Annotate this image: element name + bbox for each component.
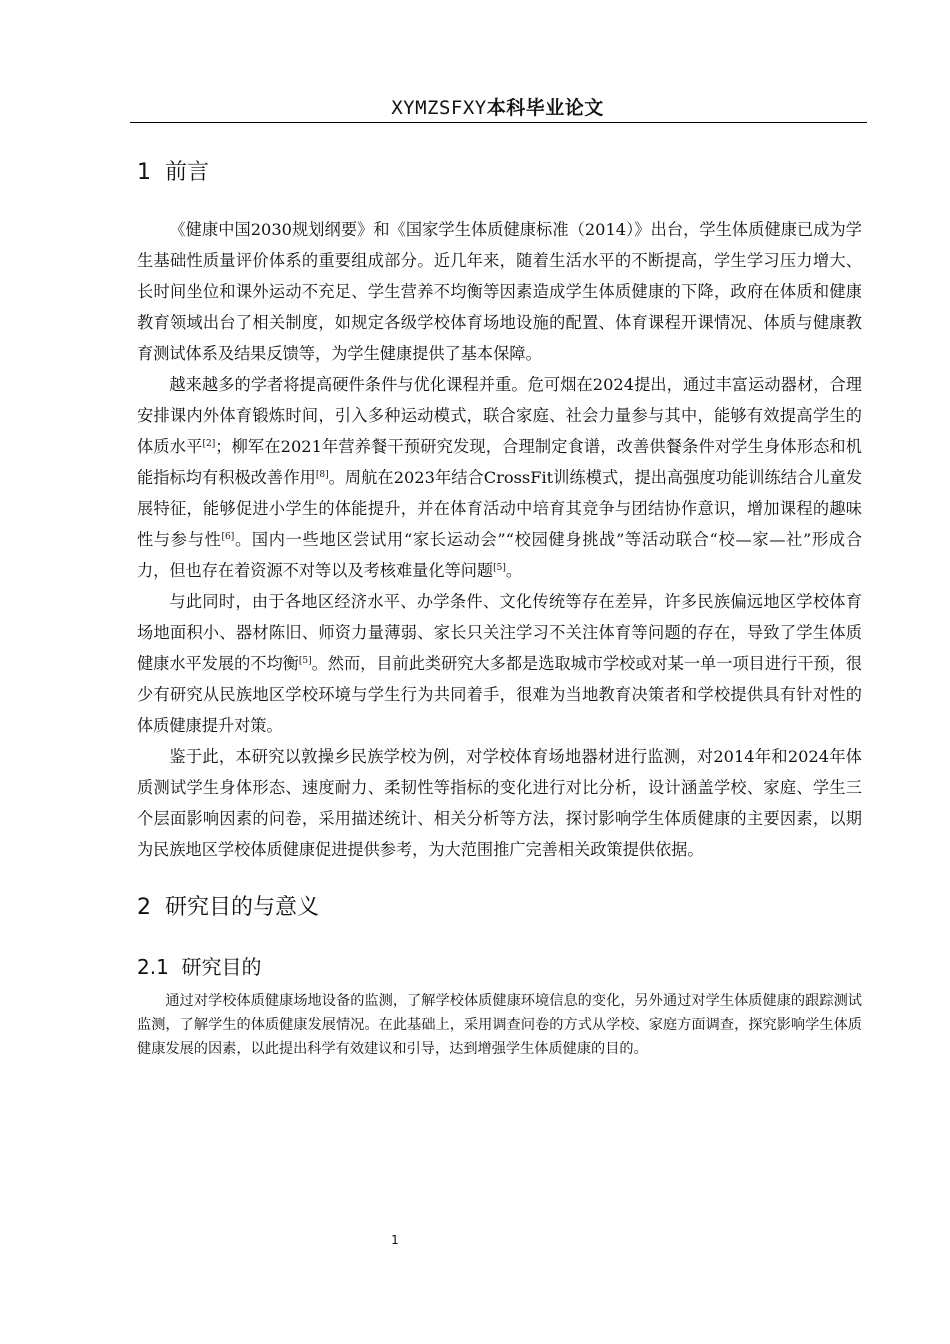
- paragraph-2-part-3: 。周航在2023年结合CrossFit训练模式，提出高强度功能训练结合儿童发展特征，能够促进小学生的体能提升，并在体育活动中培育其竞争与团结协作意识，增加课程的趣味性与参与性: [137, 468, 863, 549]
- paragraph-3-part-2: 。然而，目前此类研究大多都是选取城市学校或对某一单一项目进行干预，很少有研究从民族地区学校环境与学生行为共同着手，很难为当地教育决策者和学校提供具有针对性的体质健康提升对策。: [137, 654, 862, 735]
- paragraph-1: 《健康中国2030规划纲要》和《国家学生体质健康标准（2014）》出台，学生体质健康已成为学生基础性质量评价体系的重要组成部分。近几年来，随着生活水平的不断提高，学生学习压力增大、长时间坐位和课外运动不充足、学生营养不均衡等因素造成学生体质健康的下降，政府在体质和健康教育领域出台了相关制度，如规定各级学校体育场地设施的配置、体育课程开课情况、体质与健康教育测试体系及结果反馈等，为学生健康提供了基本保障。: [137, 220, 862, 363]
- running-header: [130, 92, 865, 123]
- citation-ref: [5]: [493, 563, 506, 573]
- page-content: [137, 150, 862, 1061]
- page-number: 1: [391, 1233, 399, 1247]
- citation-ref: [2]: [202, 439, 216, 449]
- section-2-title: 研究目的与意义: [165, 895, 320, 920]
- paragraph-2-part-4: 。国内一些地区尝试用“家长运动会”“校园健身挑战”等活动联合“校—家—社”形成合力，但也存在着资源不对等以及考核难量化等问题: [137, 530, 863, 580]
- section-1-title: 前言: [165, 160, 210, 185]
- header-rule: [130, 122, 867, 123]
- section-2-1-title: 研究目的: [181, 955, 262, 979]
- section-2-1-heading: [137, 953, 862, 981]
- paragraph-research-purpose: 通过对学校体质健康场地设备的监测，了解学校体质健康环境信息的变化，另外通过对学生体质健康的跟踪测试监测，了解学生的体质健康发展情况。在此基础上，采用调查问卷的方式从学校、家庭方面调查，探究影响学生体质健康发展的因素，以此提出科学有效建议和引导，达到增强学生体质健康的目的。: [137, 993, 862, 1057]
- paragraph-2-part-2: ；柳军在2021年营养餐干预研究发现，合理制定食谱，改善供餐条件对学生身体形态和机能指标均有积极改善作用: [137, 437, 862, 487]
- section-1-number: 1: [137, 160, 151, 185]
- paragraph-2: [137, 369, 862, 586]
- paragraph-2-part-5: 。: [505, 561, 523, 580]
- header-title-en: XYMZSFXY: [391, 97, 487, 119]
- citation-ref: [8]: [315, 470, 329, 480]
- section-2-number: 2: [137, 895, 151, 920]
- section-1-heading: [137, 158, 862, 188]
- paragraph-3-part-1: 与此同时，由于各地区经济水平、办学条件、文化传统等存在差异，许多民族偏远地区学校体育场地面积小、器材陈旧、师资力量薄弱、家长只关注学习不关注体育等问题的存在，导致了学生体质健康水平发展的不均衡: [137, 592, 862, 673]
- section-2-1-number: 2.1: [137, 955, 169, 979]
- section-2-heading: [137, 893, 862, 923]
- paragraph-2-part-1: 越来越多的学者将提高硬件条件与优化课程并重。危可烟在2024提出，通过丰富运动器材，合理安排课内外体育锻炼时间，引入多种运动模式，联合家庭、社会力量参与其中，能够有效提高学生的体质水平: [137, 375, 862, 456]
- header-title-zh: 本科毕业论文: [486, 97, 604, 119]
- paragraph-3: [137, 586, 862, 741]
- section-2-1-body: [137, 989, 862, 1061]
- paragraph-4: 鉴于此，本研究以敦操乡民族学校为例，对学校体育场地器材进行监测，对2014年和2024年体质测试学生身体形态、速度耐力、柔韧性等指标的变化进行对比分析，设计涵盖学校、家庭、学生三个层面影响因素的问卷，采用描述统计、相关分析等方法，探讨影响学生体质健康的主要因素，以期为民族地区学校体质健康促进提供参考，为大范围推广完善相关政策提供依据。: [137, 747, 862, 859]
- citation-ref: [6]: [221, 532, 235, 542]
- section-1-body: [137, 214, 862, 865]
- citation-ref: [5]: [298, 656, 312, 666]
